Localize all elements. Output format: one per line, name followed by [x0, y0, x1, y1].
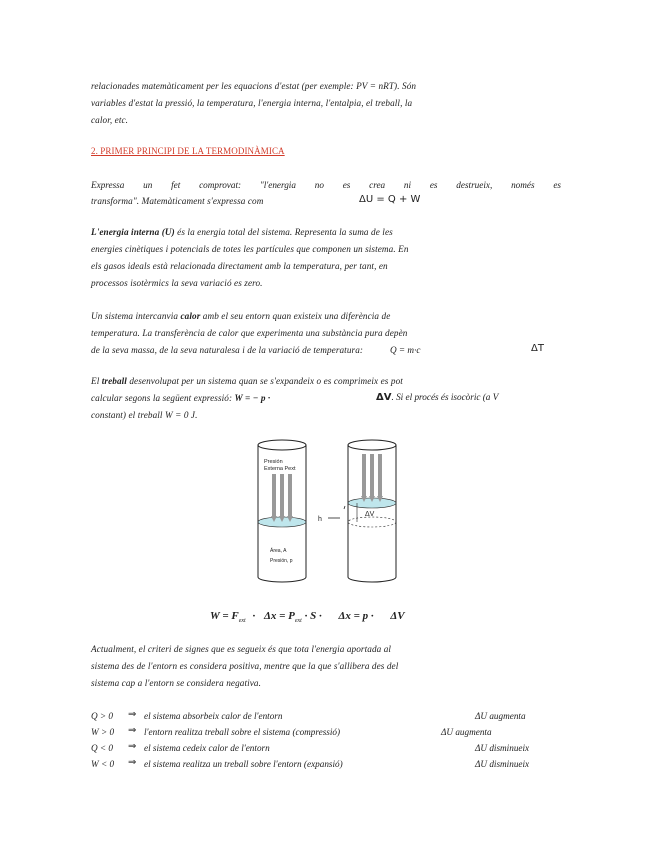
- energia-line-3: els gasos ideals està relacionada directament amb la temperatura, per tant, en: [91, 261, 388, 271]
- wf-dx2: Δx = p ·: [338, 610, 374, 622]
- label-area: Área, A: [270, 548, 287, 554]
- sign-cond: Q < 0: [91, 743, 114, 753]
- sign-cond: W > 0: [91, 727, 115, 737]
- expressa-line-1: [91, 180, 561, 190]
- wf-dx: Δx = P: [263, 610, 295, 622]
- treball-l2: calcular segons la següent expressió:: [91, 393, 235, 403]
- calor-term: calor: [180, 311, 201, 321]
- label-pressure: Presión, p: [270, 558, 293, 564]
- sign-result: ΔU augmenta: [475, 711, 526, 721]
- intro-line-2: variables d'estat la pressió, la temperatura, l'energia interna, l'entalpia, el treball, la: [91, 98, 413, 108]
- calor-line-2: temperatura. La transferència de calor que experimenta una substància pura depèn: [91, 328, 408, 338]
- word: comprovat:: [199, 180, 242, 190]
- word: es: [342, 180, 351, 190]
- word: "l'energia: [259, 180, 296, 190]
- treball-dv: ΔV: [376, 392, 392, 403]
- treball-line-1: [91, 376, 403, 386]
- energia-line-1: [91, 227, 393, 237]
- label-h: h: [318, 516, 322, 523]
- actual-line-3: sistema cap a l'entorn se considera negativa.: [91, 678, 262, 688]
- word: es: [429, 180, 438, 190]
- treball-pre: El: [91, 376, 102, 386]
- sign-result: ΔU augmenta: [441, 727, 492, 737]
- treball-line-3: constant) el treball W = 0 J.: [91, 410, 198, 420]
- word: un: [143, 180, 153, 190]
- calor-line-3: de la seva massa, de la seva naturalesa i de la variació de temperatura:: [91, 345, 364, 355]
- first-law-formula-text: ΔU = Q + W: [359, 194, 421, 205]
- wf-dv: ΔV: [390, 610, 405, 622]
- label-pressure-ext: Presión: [264, 459, 283, 465]
- energia-line-2: energies cinètiques i potencials de totes les partícules que componen un sistema. En: [91, 244, 409, 254]
- calor-post: amb el seu entorn quan existeix una diferència de: [200, 311, 391, 321]
- word: crea: [369, 180, 386, 190]
- first-law-formula: [359, 194, 420, 205]
- treball-term: treball: [101, 376, 127, 386]
- actual-line-2: sistema des de l'entorn es considera positiva, mentre que la que s'allibera des del: [91, 661, 399, 671]
- wf-s: · S ·: [304, 610, 322, 622]
- wf-ext-2: ext: [294, 618, 302, 625]
- implies-icon: ⇒: [128, 757, 137, 768]
- word: es: [553, 180, 561, 190]
- expressa-line-2: [91, 196, 263, 206]
- sign-desc: l'entorn realitza treball sobre el sistema (compressió): [144, 727, 341, 737]
- calor-equation: Q = m·c: [390, 345, 421, 355]
- sign-result: ΔU disminueix: [475, 743, 530, 753]
- section-title: 2. PRIMER PRINCIPI DE LA TERMODINÀMICA: [91, 146, 285, 156]
- sign-desc: el sistema cedeix calor de l'entorn: [144, 743, 270, 753]
- energia-term: L'energia interna (U): [91, 227, 175, 237]
- implies-icon: ⇒: [128, 709, 137, 720]
- implies-icon: ⇒: [128, 741, 137, 752]
- energia-l1: és la energia total del sistema. Representa la suma de les: [174, 227, 393, 237]
- calor-line-1: [91, 311, 390, 321]
- sign-desc: el sistema realitza un treball sobre l'entorn (expansió): [144, 759, 343, 769]
- energia-line-4: processos isotèrmics la seva variació es zero.: [91, 278, 263, 288]
- calor-pre: Un sistema intercanvia: [91, 311, 181, 321]
- piston-figure: [240, 432, 440, 592]
- label-pressure-ext-2: Externa Pext: [264, 466, 296, 472]
- treball-l2-post: . Si el procés és isocòric (a V: [391, 392, 499, 402]
- word: no: [314, 180, 324, 190]
- sign-cond: Q > 0: [91, 711, 114, 721]
- sign-desc: el sistema absorbeix calor de l'entorn: [144, 711, 283, 721]
- word: només: [511, 180, 535, 190]
- treball-post: desenvolupat per un sistema quan se s'expandeix o es comprimeix es pot: [126, 376, 403, 386]
- treball-line-2: [91, 393, 270, 403]
- work-formula: $W = F_{ext} \cdot \Delta x = P_{ext} \cdot S \cdot \Delta x = p \cdot \Delta V$: [210, 610, 405, 625]
- treball-delta-v: [376, 392, 498, 403]
- implies-icon: ⇒: [128, 725, 137, 736]
- wf-w: W = F: [210, 610, 239, 622]
- sign-cond: W < 0: [91, 759, 115, 769]
- actual-line-1: Actualment, el criteri de signes que es segueix és que tota l'energia aportada al: [91, 644, 392, 654]
- intro-line-3: calor, etc.: [91, 115, 129, 125]
- word: Expressa: [91, 180, 125, 190]
- treball-eq: W = − p ·: [234, 393, 271, 403]
- sign-result: ΔU disminueix: [475, 759, 530, 769]
- calor-delta-t: ΔT: [531, 343, 544, 354]
- word: ni: [403, 180, 412, 190]
- expressa-text: transforma". Matemàticament s'expressa com: [91, 196, 264, 206]
- wf-ext: ext: [238, 618, 246, 625]
- word: fet: [171, 180, 181, 190]
- word: destrueix,: [456, 180, 493, 190]
- label-delta-v: ΔV: [365, 511, 375, 518]
- intro-line-1: relacionades matemàticament per les equacions d'estat (per exemple: PV = nRT). Són: [91, 81, 417, 91]
